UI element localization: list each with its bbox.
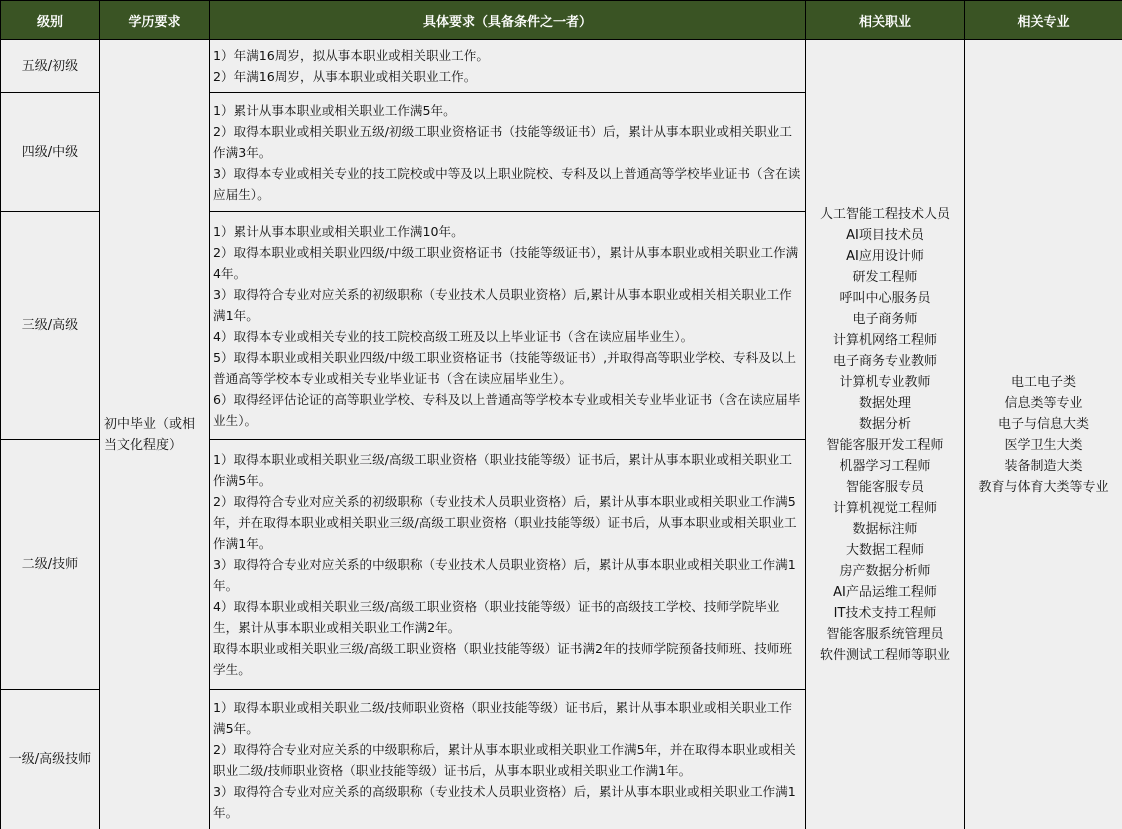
requirement-item: 1）年满16周岁，拟从事本职业或相关职业工作。 (213, 48, 489, 63)
job-item: 计算机视觉工程师 (832, 500, 937, 516)
job-item: 智能客服专员 (845, 479, 924, 495)
major-item: 信息类等专业 (1004, 395, 1083, 411)
jobs-list (806, 204, 964, 666)
header-requirements: 具体要求（具备条件之一者） (210, 1, 806, 40)
requirement-item: 3）取得符合专业对应关系的中级职称（专业技术人员职业资格）后，累计从事本职业或相关职业工作满1年。 (213, 557, 796, 593)
requirement-item: 4）取得本专业或相关专业的技工院校高级工班及以上毕业证书（含在读应届毕业生）。 (213, 328, 694, 344)
level-cell: 四级/中级 (1, 93, 100, 212)
major-item: 医学卫生大类 (1004, 437, 1083, 453)
job-item: 大数据工程师 (845, 542, 924, 558)
job-item: AI产品运维工程师 (833, 584, 937, 600)
job-item: 房产数据分析师 (839, 563, 931, 579)
job-item: 计算机网络工程师 (832, 332, 937, 348)
requirements-cell (210, 212, 806, 440)
education-cell: 初中毕业（或相当文化程度） (100, 40, 210, 829)
header-majors: 相关专业 (965, 1, 1122, 40)
job-item: 计算机专业教师 (839, 374, 931, 390)
job-item: 数据处理 (858, 395, 911, 411)
major-item: 教育与体育大类等专业 (978, 479, 1109, 495)
requirement-item: 4）取得本职业或相关职业三级/高级工职业资格（职业技能等级）证书的高级技工学校、技师学院毕业生，累计从事本职业或相关职业工作满2年。 (213, 599, 780, 635)
level-cell: 五级/初级 (1, 40, 100, 93)
requirement-item: 3）取得本专业或相关专业的技工院校或中等及以上职业院校、专科及以上普通高等学校毕业证书（含在读应届生）。 (213, 165, 801, 202)
majors-cell (965, 40, 1122, 829)
major-item: 电工电子类 (1010, 374, 1076, 390)
job-item: 数据标注师 (852, 521, 918, 537)
job-item: 智能客服开发工程师 (826, 437, 944, 453)
requirement-item: 取得本职业或相关职业三级/高级工职业资格（职业技能等级）证书满2年的技师学院预备技师班、技师班学生。 (213, 641, 792, 677)
major-item: 电子与信息大类 (997, 416, 1089, 432)
job-item: AI项目技术员 (846, 227, 924, 243)
job-item: 电子商务师 (852, 311, 918, 327)
job-item: 电子商务专业教师 (832, 353, 937, 369)
level-cell: 二级/技师 (1, 440, 100, 690)
requirement-item: 1）取得本职业或相关职业二级/技师职业资格（职业技能等级）证书后，累计从事本职业或相关职业工作满5年。 (213, 699, 792, 736)
job-item: 机器学习工程师 (839, 458, 931, 474)
header-level: 级别 (1, 1, 100, 40)
job-item: 人工智能工程技术人员 (819, 206, 950, 222)
requirement-item: 5）取得本职业或相关职业四级/中级工职业资格证书（技能等级证书）,并取得高等职业学校、专科及以上普通高等学校本专业或相关专业毕业证书（含在读应届毕业生）。 (213, 349, 796, 386)
requirements-cell (210, 440, 806, 690)
job-item: 智能客服系统管理员 (826, 626, 944, 642)
jobs-cell (806, 40, 965, 829)
job-item: AI应用设计师 (846, 248, 924, 264)
requirements-cell (210, 40, 806, 93)
requirement-item: 1）取得本职业或相关职业三级/高级工职业资格（职业技能等级）证书后，累计从事本职业或相关职业工作满5年。 (213, 452, 792, 488)
requirement-item: 2）取得符合专业对应关系的中级职称后，累计从事本职业或相关职业工作满5年，并在取得本职业或相关职业二级/技师职业资格（职业技能等级）证书后，从事本职业或相关职业工作满1年。 (213, 741, 796, 778)
level-cell: 一级/高级技师 (1, 690, 100, 829)
major-item: 装备制造大类 (1004, 458, 1083, 474)
requirement-item: 1）累计从事本职业或相关职业工作满10年。 (213, 223, 464, 239)
level-cell: 三级/高级 (1, 212, 100, 440)
job-item: IT技术支持工程师 (833, 605, 937, 621)
job-item: 研发工程师 (852, 269, 918, 285)
requirements-cell (210, 690, 806, 829)
table-row-level-5 (1, 40, 1122, 93)
requirement-item: 3）取得符合专业对应关系的高级职称（专业技术人员职业资格）后，累计从事本职业或相关职业工作满1年。 (213, 783, 796, 820)
requirement-item: 1）累计从事本职业或相关职业工作满5年。 (213, 102, 456, 118)
job-item: 数据分析 (858, 416, 911, 432)
job-item: 软件测试工程师等职业 (819, 647, 950, 663)
requirement-item: 2）年满16周岁，从事本职业或相关职业工作。 (213, 69, 477, 84)
requirement-item: 2）取得符合专业对应关系的初级职称（专业技术人员职业资格）后，累计从事本职业或相关职业工作满5年，并在取得本职业或相关职业三级/高级工职业资格（职业技能等级）证书后，从事本职业或相关职业工作满1年。 (213, 494, 797, 551)
requirement-item: 3）取得符合专业对应关系的初级职称（专业技术人员职业资格）后,累计从事本职业或相关相关职业工作满1年。 (213, 286, 792, 323)
requirement-item: 2）取得本职业或相关职业四级/中级工职业资格证书（技能等级证书），累计从事本职业或相关职业工作满4年。 (213, 244, 799, 281)
requirement-item: 6）取得经评估论证的高等职业学校、专科及以上普通高等学校本专业或相关专业毕业证书（含在读应届毕业生）。 (213, 391, 801, 428)
header-jobs: 相关职业 (806, 1, 965, 40)
header-row (1, 1, 1122, 40)
job-item: 呼叫中心服务员 (839, 290, 931, 306)
requirement-item: 2）取得本职业或相关职业五级/初级工职业资格证书（技能等级证书）后，累计从事本职业或相关职业工作满3年。 (213, 123, 792, 160)
majors-list (965, 372, 1122, 498)
requirements-cell (210, 93, 806, 212)
header-education: 学历要求 (100, 1, 210, 40)
